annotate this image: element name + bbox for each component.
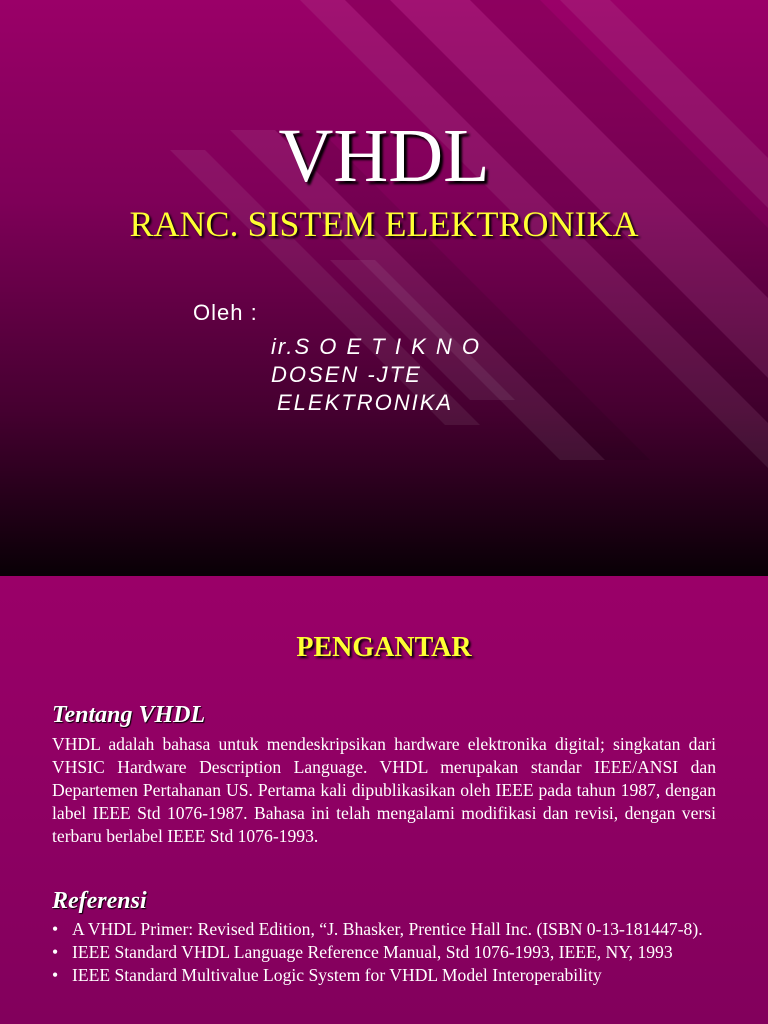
slide-title-heading: VHDL: [278, 114, 490, 198]
section-body-tentang: VHDL adalah bahasa untuk mendeskripsikan hardware elektronika digital; singkatan dari VHSIC Hardware Description Language. VHDL merupakan standar IEEE/ANSI dan Departemen Pertahanan US. Pertama kali dipublikasikan oleh IEEE pada tahun 1987, dengan label IEEE Std 1076-1987. Bahasa ini telah mengalami modifikasi dan revisi, dengan versi terbaru berlabel IEEE Std 1076-1993.: [52, 734, 716, 846]
reference-text: IEEE Standard VHDL Language Reference Manual, Std 1076-1993, IEEE, NY, 1993: [72, 942, 673, 962]
reference-text: A VHDL Primer: Revised Edition, “J. Bhasker, Prentice Hall Inc. (ISBN 0-13-181447-8).: [72, 919, 703, 939]
slide-subtitle: RANC. SISTEM ELEKTRONIKA: [129, 204, 639, 244]
slide2-heading: PENGANTAR: [296, 632, 472, 663]
reference-text: IEEE Standard Multivalue Logic System for VHDL Model Interoperability: [72, 965, 602, 985]
author-label: Oleh :: [193, 300, 258, 325]
bullet-icon: •: [52, 965, 59, 985]
author-position: DOSEN -JTE: [271, 362, 422, 387]
list-item: [52, 964, 716, 987]
bullet-icon: •: [52, 942, 59, 962]
author-name: ir.S O E T I K N O: [271, 334, 481, 359]
list-item: [52, 918, 716, 941]
list-item: [52, 941, 716, 964]
author-block: [193, 300, 481, 416]
section-title-referensi: Referensi: [52, 888, 147, 914]
author-department: ELEKTRONIKA: [277, 390, 454, 415]
bullet-icon: •: [52, 919, 59, 939]
reference-list: [52, 918, 716, 987]
section-title-tentang: Tentang VHDL: [52, 702, 206, 728]
